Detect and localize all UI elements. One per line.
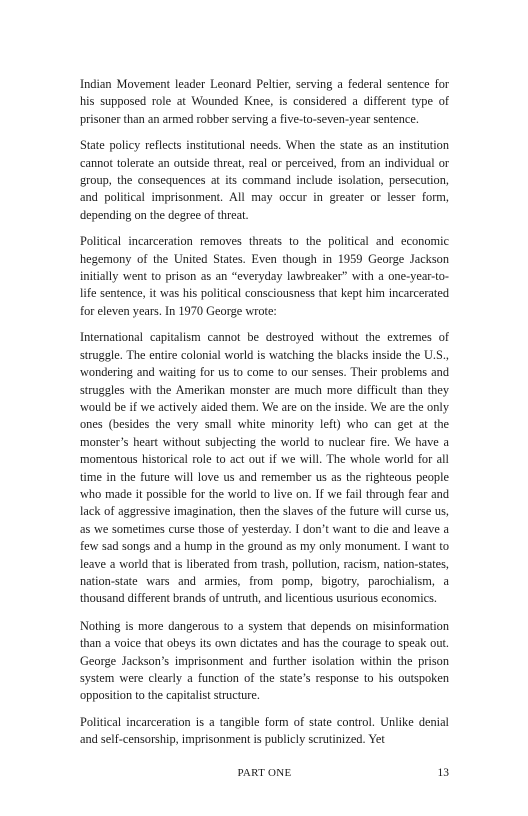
paragraph-peltier: Indian Movement leader Leonard Peltier, serving a federal sentence for his supposed role at Wounded Knee, is considered a different type of prisoner than an armed robber serving a five-to-seven-year sentence. xyxy=(80,77,449,126)
paragraph-misinformation: Nothing is more dangerous to a system that depends on misinformation than a voice that obeys its own dictates and has the courage to speak out. George Jackson’s imprisonment and further isolation within the prison system were clearly a function of the state’s response to his outspoken opposition to the capitalist structure. xyxy=(80,618,449,703)
page-number: 13 xyxy=(437,767,449,779)
running-footer-part-title: PART ONE xyxy=(237,767,292,779)
page-body xyxy=(80,76,449,758)
paragraph-political-incarceration: Political incarceration removes threats to the political and economic hegemony of the United States. Even though in 1959 George Jackson initially went to prison as an “everyday lawbreaker” with a one-year-to-life sentence, it was his political consciousness that kept him incarcerated for eleven years. In 1970 George wrote: xyxy=(80,234,449,318)
block-quote-george-jackson: International capitalism cannot be destroyed without the extremes of struggle. The entire colonial world is watching the blacks inside the U.S., wondering and waiting for us to come to our senses. Their problems and struggles with the Amerikan monster are much more difficult than they would be if we actively aided them. We are on the inside. We are the only ones (besides the very small white minority left) who can get at the monster’s heart without subjecting the world to nuclear fire. We have a momentous historical role to act out if we will. The whole world for all time in the future will love us and remember us as the righteous people who made it possible for the world to live on. If we fail through fear and lack of aggressive imagination, then the slaves of the future will curse us, as we sometimes curse those of yesterday. I don’t want to die and leave a few sad songs and a hump in the ground as my only monument. I want to leave a world that is liberated from trash, pollution, racism, nation-states, nation-state wars and armies, from pomp, bigotry, parochialism, a thousand different brands of untruth, and licentious usurious economics. xyxy=(80,330,449,606)
paragraph-state-policy: State policy reflects institutional needs. When the state as an institution cannot tolerate an outside threat, real or perceived, from an individual or group, the consequences at its command include isolation, persecution, and political imprisonment. All may occur in greater or lesser form, depending on the degree of threat. xyxy=(80,138,449,222)
paragraph-state-control: Political incarceration is a tangible form of state control. Unlike denial and self-censorship, imprisonment is publicly scrutinized. Yet xyxy=(80,714,449,747)
